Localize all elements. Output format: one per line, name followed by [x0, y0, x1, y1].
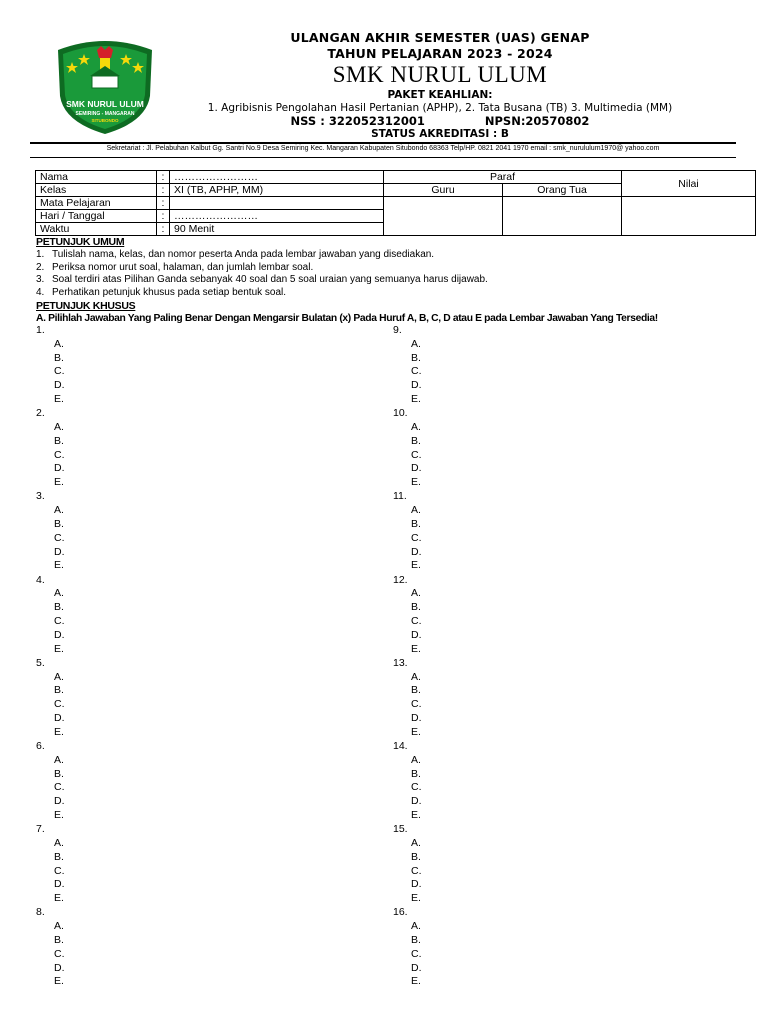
answer-option: A.: [411, 587, 421, 600]
answer-option: D.: [54, 711, 65, 724]
paket-keahlian-list: 1. Agribisnis Pengolahan Hasil Pertanian (APHP), 2. Tata Busana (TB) 3. Multimedia (MM): [207, 102, 673, 114]
answer-option: E.: [54, 559, 64, 572]
question-number: 15.: [393, 823, 408, 836]
question-item: [36, 407, 65, 490]
answer-option: B.: [54, 601, 64, 614]
guru-signature-box[interactable]: [384, 197, 503, 236]
question-number: 1.: [36, 324, 45, 336]
answer-option: C.: [54, 698, 65, 711]
question-item: [393, 324, 422, 407]
answer-option: C.: [411, 864, 422, 877]
answer-option: C.: [411, 698, 422, 711]
question-number: 2.: [36, 407, 45, 420]
answer-option: E.: [411, 725, 421, 738]
answer-option: B.: [411, 850, 421, 863]
answer-option: A.: [411, 504, 421, 517]
question-number: 11.: [393, 490, 407, 503]
answer-option: A.: [411, 920, 421, 933]
question-number: 16.: [393, 906, 408, 919]
answer-option: C.: [411, 365, 422, 378]
list-item: 2. Periksa nomor urut soal, halaman, dan jumlah lembar soal.: [36, 261, 314, 273]
question-number: 13.: [393, 656, 408, 669]
petunjuk-khusus-title: PETUNJUK KHUSUS: [36, 300, 136, 312]
answer-option: A.: [54, 836, 64, 849]
answer-option: C.: [54, 448, 65, 461]
nilai-header: Nilai: [622, 171, 756, 197]
answer-option: E.: [54, 975, 64, 988]
answer-option: D.: [411, 711, 422, 724]
answer-option: B.: [411, 517, 421, 530]
answer-option: E.: [54, 392, 64, 405]
answer-option: C.: [54, 781, 65, 794]
question-number: 4.: [36, 573, 45, 586]
answer-option: E.: [54, 808, 64, 821]
answer-option: D.: [411, 961, 422, 974]
question-item: [393, 490, 422, 573]
answer-option: D.: [411, 379, 422, 392]
answer-option: D.: [54, 795, 65, 808]
paket-keahlian-label: PAKET KEAHLIAN:: [387, 89, 493, 101]
answer-option: C.: [411, 448, 422, 461]
label-hari-tanggal: Hari / Tanggal: [36, 210, 157, 223]
school-name: SMK NURUL ULUM: [332, 62, 548, 87]
answer-option: C.: [54, 531, 65, 544]
field-mata-pelajaran[interactable]: [170, 197, 384, 210]
paraf-header: Paraf: [384, 171, 622, 184]
colon: :: [157, 197, 170, 210]
answer-option: E.: [54, 476, 64, 489]
answer-option: D.: [54, 628, 65, 641]
nss-number: NSS : 322052312001: [290, 114, 425, 128]
answer-option: D.: [54, 961, 65, 974]
question-item: [393, 823, 422, 906]
orang-tua-signature-box[interactable]: [503, 197, 622, 236]
answer-option: B.: [54, 517, 64, 530]
answer-option: A.: [54, 670, 64, 683]
answer-option: A.: [411, 836, 421, 849]
answer-option: C.: [411, 781, 422, 794]
question-number: 5.: [36, 656, 45, 669]
answer-option: C.: [54, 614, 65, 627]
logo-text-city: SITUBONDO: [91, 118, 119, 123]
colon: :: [157, 210, 170, 223]
answer-option: C.: [54, 365, 65, 378]
answer-option: C.: [54, 864, 65, 877]
answer-option: E.: [411, 975, 421, 988]
answer-option: A.: [54, 504, 64, 517]
logo-text-sub: SEMIRING - MANGARAN: [75, 111, 135, 117]
answer-option: A.: [411, 670, 421, 683]
answer-option: B.: [411, 933, 421, 946]
question-number: 7.: [36, 823, 45, 836]
exam-title: ULANGAN AKHIR SEMESTER (UAS) GENAP: [290, 30, 590, 45]
question-item: [393, 906, 422, 989]
nilai-box[interactable]: [622, 197, 756, 236]
answer-option: D.: [54, 878, 65, 891]
colon: :: [157, 223, 170, 236]
field-kelas: XI (TB, APHP, MM): [170, 184, 384, 197]
answer-option: A.: [54, 337, 64, 350]
answer-option: D.: [411, 795, 422, 808]
question-item: [36, 324, 65, 407]
question-number: 6.: [36, 740, 45, 752]
question-item: [393, 407, 422, 490]
question-number: 10.: [393, 407, 408, 420]
list-item: 4. Perhatikan petunjuk khusus pada setiap bentuk soal.: [36, 287, 287, 299]
answer-option: E.: [54, 642, 64, 655]
header-divider: [30, 142, 736, 144]
answer-option: E.: [411, 642, 421, 655]
answer-option: E.: [411, 808, 421, 821]
question-number: 9.: [393, 324, 402, 336]
answer-option: A.: [54, 753, 64, 766]
answer-option: A.: [54, 587, 64, 600]
question-number: 12.: [393, 573, 408, 586]
school-logo: [50, 36, 160, 136]
academic-year: TAHUN PELAJARAN 2023 - 2024: [327, 46, 553, 61]
answer-option: B.: [54, 684, 64, 697]
answer-option: B.: [54, 434, 64, 447]
answer-option: E.: [411, 392, 421, 405]
question-item: [36, 657, 65, 740]
npsn-number: NPSN:20570802: [484, 114, 590, 128]
petunjuk-umum-list: [36, 249, 488, 300]
answer-option: D.: [54, 379, 65, 392]
answer-option: B.: [54, 351, 64, 364]
answer-option: A.: [411, 420, 421, 433]
school-id-row: [170, 114, 710, 128]
petunjuk-umum-title: PETUNJUK UMUM: [36, 236, 125, 248]
answer-option: E.: [54, 725, 64, 738]
question-item: [36, 490, 65, 573]
answer-option: A.: [411, 753, 421, 766]
answer-option: C.: [54, 947, 65, 960]
answer-option: B.: [411, 351, 421, 364]
answer-option: C.: [411, 614, 422, 627]
answer-option: C.: [411, 531, 422, 544]
label-mata-pelajaran: Mata Pelajaran: [36, 197, 157, 210]
identity-table: [35, 170, 756, 236]
question-item: [36, 823, 65, 906]
answer-option: B.: [54, 933, 64, 946]
section-a-instruction: A. Pilihlah Jawaban Yang Paling Benar Dengan Mengarsir Bulatan (x) Pada Huruf A, B, C, D atau E pada Lembar Jawaban Yang Tersedia!: [36, 313, 658, 324]
list-item: 1. Tulislah nama, kelas, dan nomor peserta Anda pada lembar jawaban yang disediakan.: [36, 249, 435, 260]
answer-option: B.: [54, 767, 64, 780]
answer-option: E.: [411, 559, 421, 572]
answer-option: D.: [411, 878, 422, 891]
question-item: [393, 574, 422, 657]
question-number: 3.: [36, 490, 45, 503]
guru-header: Guru: [384, 184, 503, 197]
answer-option: E.: [411, 476, 421, 489]
accreditation-status: STATUS AKREDITASI : B: [371, 128, 509, 140]
field-nama[interactable]: ……………………: [170, 171, 384, 184]
label-kelas: Kelas: [36, 184, 157, 197]
question-number: 8.: [36, 906, 45, 919]
colon: :: [157, 171, 170, 184]
question-item: [393, 740, 422, 823]
label-waktu: Waktu: [36, 223, 157, 236]
answer-option: E.: [411, 892, 421, 905]
label-nama: Nama: [36, 171, 157, 184]
question-number: 14.: [393, 740, 408, 752]
question-item: [36, 574, 65, 657]
answer-option: B.: [411, 684, 421, 697]
question-item: [393, 657, 422, 740]
question-item: [36, 906, 65, 989]
answer-option: D.: [54, 545, 65, 558]
header-divider-thin: [30, 157, 736, 158]
question-item: [36, 740, 65, 823]
field-waktu: 90 Menit: [170, 223, 384, 236]
answer-option: B.: [411, 767, 421, 780]
secretariat-address: Sekretariat : Jl. Pelabuhan Kalbut Gg. Santri No.9 Desa Semiring Kec. Mangaran Kabupaten Situbondo 68363 Telp/HP. 0821 2041 1970 email : smk_nurululum1970@ yahoo.com: [106, 145, 660, 152]
answer-option: B.: [54, 850, 64, 863]
answer-option: D.: [54, 462, 65, 475]
answer-option: A.: [54, 920, 64, 933]
logo-text-main: SMK NURUL ULUM: [66, 99, 144, 109]
answer-option: A.: [411, 337, 421, 350]
answer-option: D.: [411, 462, 422, 475]
answer-option: C.: [411, 947, 422, 960]
list-item: 3. Soal terdiri atas Pilihan Ganda sebanyak 40 soal dan 5 soal uraian yang semuanya harus dijawab.: [36, 274, 488, 286]
colon: :: [157, 184, 170, 197]
orang-tua-header: Orang Tua: [503, 184, 622, 197]
answer-option: B.: [411, 434, 421, 447]
answer-option: D.: [411, 545, 422, 558]
answer-option: E.: [54, 892, 64, 905]
answer-option: D.: [411, 628, 422, 641]
answer-option: A.: [54, 420, 64, 433]
field-hari-tanggal[interactable]: ……………………: [170, 210, 384, 223]
answer-option: B.: [411, 601, 421, 614]
